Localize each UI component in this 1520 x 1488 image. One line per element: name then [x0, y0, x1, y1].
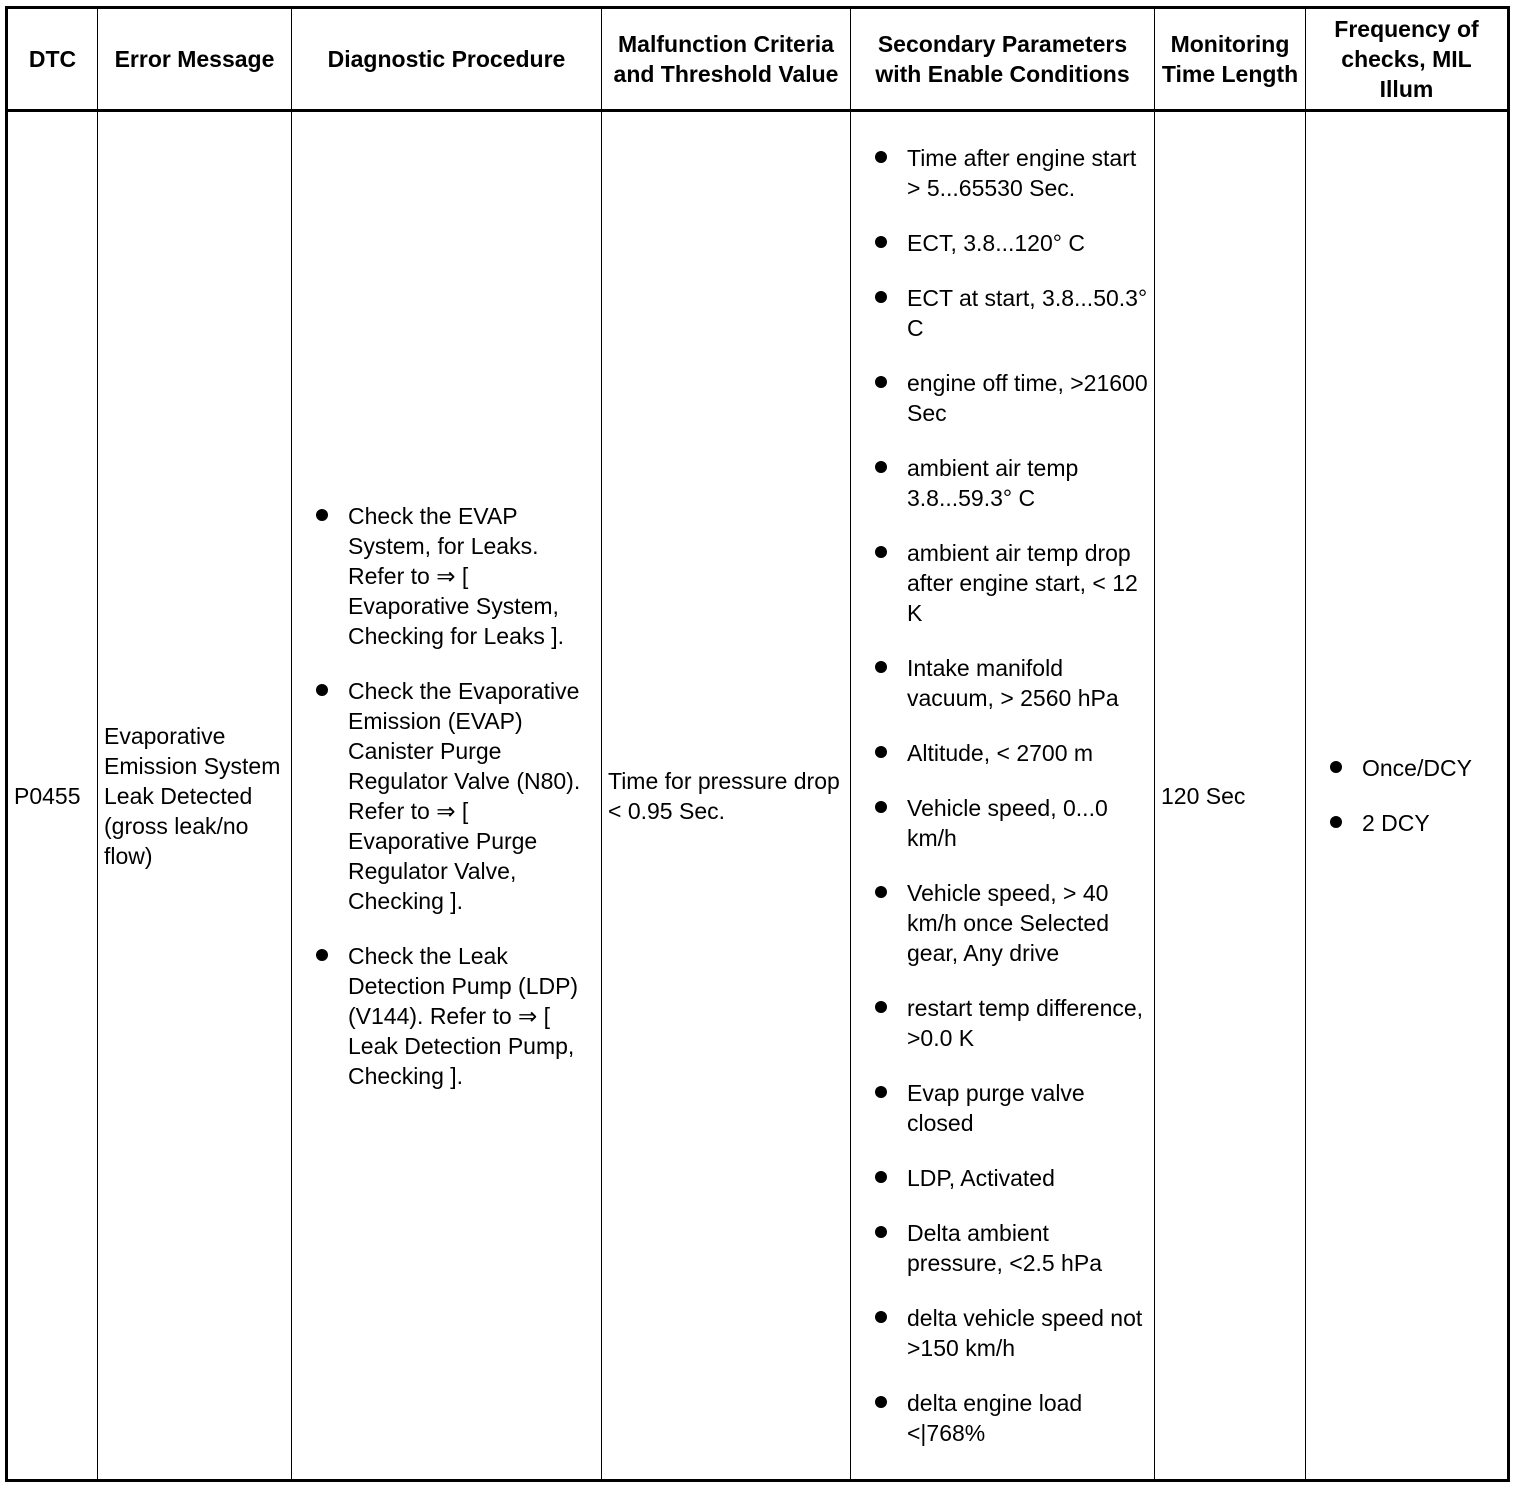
header-secondary-parameters: Secondary Parameters with Enable Conditions — [851, 8, 1155, 111]
parameter-item — [857, 738, 1148, 768]
table-row — [7, 111, 1509, 1481]
bullet-icon — [875, 1396, 887, 1408]
procedure-list — [298, 501, 595, 1091]
parameter-item — [857, 993, 1148, 1053]
bullet-icon — [875, 1001, 887, 1013]
parameter-item — [857, 368, 1148, 428]
bullet-icon — [875, 1086, 887, 1098]
parameter-item-text: Evap purge valve closed — [907, 1080, 1085, 1136]
frequency-item-text: 2 DCY — [1362, 810, 1430, 836]
parameter-item-text: delta vehicle speed not >150 km/h — [907, 1305, 1143, 1361]
cell-malfunction-criteria: Time for pressure drop < 0.95 Sec. — [602, 111, 851, 1481]
bullet-icon — [1330, 816, 1342, 828]
procedure-item — [298, 941, 595, 1091]
bullet-icon — [875, 886, 887, 898]
cell-dtc: P0455 — [7, 111, 98, 1481]
parameter-item — [857, 143, 1148, 203]
parameter-item — [857, 1218, 1148, 1278]
frequency-list — [1312, 753, 1501, 838]
procedure-item-text: Check the Leak Detection Pump (LDP) (V144). Refer to ⇒ [ Leak Detection Pump, Checking ]. — [348, 942, 579, 1089]
bullet-icon — [875, 1226, 887, 1238]
frequency-item — [1312, 753, 1501, 783]
bullet-icon — [316, 949, 328, 961]
header-malfunction-criteria: Malfunction Criteria and Threshold Value — [602, 8, 851, 111]
bullet-icon — [316, 509, 328, 521]
parameter-item — [857, 653, 1148, 713]
parameter-list — [857, 143, 1148, 1448]
bullet-icon — [875, 1171, 887, 1183]
parameter-item-text: Vehicle speed, 0...0 km/h — [907, 795, 1108, 851]
table-header-row — [7, 8, 1509, 111]
procedure-item — [298, 501, 595, 651]
parameter-item — [857, 453, 1148, 513]
parameter-item — [857, 1303, 1148, 1363]
parameter-item-text: ECT at start, 3.8...50.3° C — [907, 285, 1148, 341]
parameter-item-text: ambient air temp 3.8...59.3° C — [907, 455, 1079, 511]
parameter-item-text: LDP, Activated — [907, 1165, 1055, 1191]
parameter-item — [857, 793, 1148, 853]
parameter-item — [857, 1388, 1148, 1448]
parameter-item-text: Altitude, < 2700 m — [907, 740, 1094, 766]
frequency-item-text: Once/DCY — [1362, 755, 1472, 781]
bullet-icon — [875, 546, 887, 558]
parameter-item-text: delta engine load <|768% — [907, 1390, 1083, 1446]
cell-frequency — [1306, 111, 1509, 1481]
header-error-message: Error Message — [98, 8, 292, 111]
bullet-icon — [875, 376, 887, 388]
bullet-icon — [875, 661, 887, 673]
parameter-item-text: Time after engine start > 5...65530 Sec. — [907, 145, 1137, 201]
procedure-item-text: Check the EVAP System, for Leaks. Refer to ⇒ [ Evaporative System, Checking for Leaks ]. — [348, 502, 565, 649]
parameter-item-text: restart temp difference, >0.0 K — [907, 995, 1144, 1051]
bullet-icon — [875, 1311, 887, 1323]
procedure-item — [298, 676, 595, 916]
header-monitoring-time: Monitoring Time Length — [1155, 8, 1306, 111]
bullet-icon — [875, 461, 887, 473]
parameter-item — [857, 283, 1148, 343]
dtc-table — [5, 6, 1510, 1482]
parameter-item-text: ECT, 3.8...120° C — [907, 230, 1085, 256]
parameter-item-text: ambient air temp drop after engine start, < 12 K — [907, 540, 1138, 626]
bullet-icon — [875, 151, 887, 163]
procedure-item-text: Check the Evaporative Emission (EVAP) Canister Purge Regulator Valve (N80). Refer to ⇒ [ Evaporative Purge Regulator Valve, Checking ]. — [348, 677, 581, 914]
parameter-item — [857, 1163, 1148, 1193]
parameter-item — [857, 1078, 1148, 1138]
header-diagnostic-procedure: Diagnostic Procedure — [292, 8, 602, 111]
header-dtc: DTC — [7, 8, 98, 111]
cell-error-message: Evaporative Emission System Leak Detected (gross leak/no flow) — [98, 111, 292, 1481]
bullet-icon — [1330, 761, 1342, 773]
bullet-icon — [875, 746, 887, 758]
cell-secondary-parameters — [851, 111, 1155, 1481]
parameter-item-text: Intake manifold vacuum, > 2560 hPa — [907, 655, 1119, 711]
bullet-icon — [875, 236, 887, 248]
frequency-item — [1312, 808, 1501, 838]
bullet-icon — [875, 801, 887, 813]
bullet-icon — [875, 291, 887, 303]
parameter-item-text: Delta ambient pressure, <2.5 hPa — [907, 1220, 1102, 1276]
bullet-icon — [316, 684, 328, 696]
parameter-item-text: Vehicle speed, > 40 km/h once Selected gear, Any drive — [907, 880, 1110, 966]
parameter-item-text: engine off time, >21600 Sec — [907, 370, 1148, 426]
parameter-item — [857, 878, 1148, 968]
parameter-item — [857, 538, 1148, 628]
header-frequency: Frequency of checks, MIL Illum — [1306, 8, 1509, 111]
cell-monitoring-time: 120 Sec — [1155, 111, 1306, 1481]
parameter-item — [857, 228, 1148, 258]
cell-diagnostic-procedure — [292, 111, 602, 1481]
